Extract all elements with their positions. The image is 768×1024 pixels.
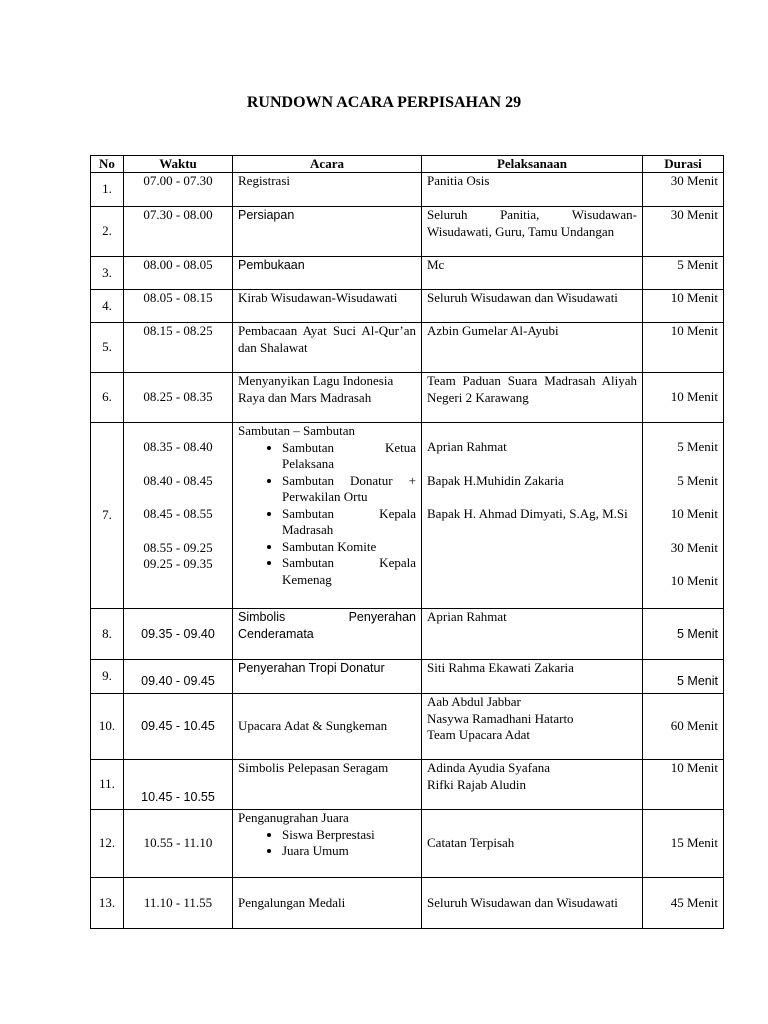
header-waktu: Waktu (124, 156, 233, 173)
row-acara: Pengalungan Medali (233, 878, 422, 929)
row-number: 7. (91, 423, 124, 609)
table-row (91, 207, 724, 257)
time-slot: 09.25 - 09.35 (143, 556, 213, 571)
performer: Rifki Rajab Aludin (427, 776, 526, 792)
row-pelaksanaan (422, 760, 643, 810)
header-no: No (91, 156, 124, 173)
row-pelaksanaan: Catatan Terpisah (422, 810, 643, 878)
list-item: • Juara Umum (282, 843, 416, 860)
row-waktu: 10.55 - 11.10 (124, 810, 233, 878)
row-pelaksanaan: Team Paduan Suara Madrasah Aliyah Negeri 2 Karawang (422, 373, 643, 423)
row-waktu: 07.30 - 08.00 (124, 207, 233, 257)
list-item: • Siswa Berprestasi (282, 827, 416, 844)
row-durasi: 10 Menit (643, 290, 724, 323)
row-pelaksanaan: Seluruh Wisudawan dan Wisudawati (422, 878, 643, 929)
list-item: • Sambutan Ketua Pelaksana (282, 440, 416, 473)
row-pelaksanaan: Seluruh Panitia, Wisudawan-Wisudawati, Guru, Tamu Undangan (422, 207, 643, 257)
row-waktu: 08.00 - 08.05 (124, 257, 233, 290)
row-durasi: 5 Menit (643, 257, 724, 290)
row-durasi: 15 Menit (643, 810, 724, 878)
list-item: • Sambutan Donatur + Perwakilan Ortu (282, 473, 416, 506)
time-slot: 08.40 - 08.45 (143, 472, 213, 488)
table-row (91, 810, 724, 878)
row-durasi: 60 Menit (643, 694, 724, 760)
row-waktu: 08.15 - 08.25 (124, 323, 233, 373)
row-acara: Upacara Adat & Sungkeman (233, 694, 422, 760)
row-waktu (124, 423, 233, 609)
performer: Aab Abdul Jabbar (427, 694, 521, 709)
list-item: • Sambutan Kepala Kemenag (282, 555, 416, 588)
sambutan-list (238, 440, 416, 589)
list-item: • Sambutan Komite (282, 539, 416, 556)
row-number: 12. (91, 810, 124, 878)
row-pelaksanaan: Aprian Rahmat (422, 609, 643, 660)
time-slot: 08.35 - 08.40 (143, 439, 213, 454)
row-number: 2. (91, 207, 124, 257)
table-row (91, 290, 724, 323)
row-durasi: 30 Menit (643, 173, 724, 207)
row-waktu: 09.45 - 10.45 (124, 694, 233, 760)
header-acara: Acara (233, 156, 422, 173)
speaker: Bapak H. Ahmad Dimyati, S.Ag, M.Si (427, 506, 628, 521)
row-waktu: 09.40 - 09.45 (124, 660, 233, 694)
table-row (91, 323, 724, 373)
row-number: 4. (91, 290, 124, 323)
row-durasi: 10 Menit (643, 760, 724, 810)
row-waktu: 07.00 - 07.30 (124, 173, 233, 207)
row-waktu: 08.05 - 08.15 (124, 290, 233, 323)
row-acara (233, 810, 422, 878)
row-waktu: 08.25 - 08.35 (124, 373, 233, 423)
row-durasi: 5 Menit (643, 609, 724, 660)
row-waktu: 10.45 - 10.55 (124, 760, 233, 810)
table-row (91, 694, 724, 760)
row-durasi: 5 Menit (643, 660, 724, 694)
table-row (91, 609, 724, 660)
table-row (91, 660, 724, 694)
duration: 10 Menit (670, 573, 718, 588)
performer: Nasywa Ramadhani Hatarto (427, 710, 574, 726)
page-title: RUNDOWN ACARA PERPISAHAN 29 (246, 94, 522, 111)
row-acara: Pembacaan Ayat Suci Al-Qur’an dan Shalawat (233, 323, 422, 373)
header-pelaksanaan: Pelaksanaan (422, 156, 643, 173)
row-pelaksanaan: Panitia Osis (422, 173, 643, 207)
row-number: 8. (91, 609, 124, 660)
duration: 10 Menit (670, 506, 718, 521)
list-item: • Sambutan Kepala Madrasah (282, 506, 416, 539)
row-number: 5. (91, 323, 124, 373)
performer: Team Upacara Adat (427, 727, 531, 742)
row-number: 10. (91, 694, 124, 760)
row-number: 6. (91, 373, 124, 423)
row-waktu: 11.10 - 11.55 (124, 878, 233, 929)
juara-list (238, 827, 416, 860)
rundown-table (90, 155, 724, 929)
table-row (91, 760, 724, 810)
row-acara (233, 423, 422, 609)
row-pelaksanaan: Mc (422, 257, 643, 290)
row-acara: Penyerahan Tropi Donatur (233, 660, 422, 694)
table-row (91, 257, 724, 290)
row-acara: Simbolis Pelepasan Seragam (233, 760, 422, 810)
performer: Adinda Ayudia Syafana (427, 760, 550, 775)
row-durasi: 30 Menit (643, 207, 724, 257)
row-pelaksanaan: Seluruh Wisudawan dan Wisudawati (422, 290, 643, 323)
row-acara: Persiapan (233, 207, 422, 257)
time-slot: 08.45 - 08.55 (143, 506, 213, 521)
row-pelaksanaan (422, 694, 643, 760)
table-header-row (91, 156, 724, 173)
speaker: Aprian Rahmat (427, 439, 507, 454)
acara-title: Sambutan – Sambutan (238, 423, 355, 438)
row-acara: Menyanyikan Lagu Indonesia Raya dan Mars Madrasah (233, 373, 422, 423)
row-number: 1. (91, 173, 124, 207)
table-row (91, 423, 724, 609)
row-pelaksanaan: Siti Rahma Ekawati Zakaria (422, 660, 643, 694)
row-durasi: 10 Menit (643, 323, 724, 373)
row-acara: Simbolis Penyerahan Cenderamata (233, 609, 422, 660)
time-slot: 08.55 - 09.25 (143, 539, 213, 555)
row-acara: Pembukaan (233, 257, 422, 290)
duration: 30 Menit (670, 539, 718, 555)
table-row (91, 173, 724, 207)
row-pelaksanaan (422, 423, 643, 609)
duration: 5 Menit (677, 439, 718, 454)
duration: 5 Menit (677, 472, 718, 488)
row-number: 9. (91, 660, 124, 694)
row-number: 3. (91, 257, 124, 290)
row-acara: Registrasi (233, 173, 422, 207)
row-acara: Kirab Wisudawan-Wisudawati (233, 290, 422, 323)
header-durasi: Durasi (643, 156, 724, 173)
row-number: 13. (91, 878, 124, 929)
row-durasi (643, 423, 724, 609)
table-row (91, 878, 724, 929)
speaker: Bapak H.Muhidin Zakaria (427, 472, 564, 488)
row-durasi: 45 Menit (643, 878, 724, 929)
acara-title: Penganugrahan Juara (238, 810, 349, 825)
row-durasi: 10 Menit (643, 373, 724, 423)
table-row (91, 373, 724, 423)
row-waktu: 09.35 - 09.40 (124, 609, 233, 660)
row-pelaksanaan: Azbin Gumelar Al-Ayubi (422, 323, 643, 373)
row-number: 11. (91, 760, 124, 810)
